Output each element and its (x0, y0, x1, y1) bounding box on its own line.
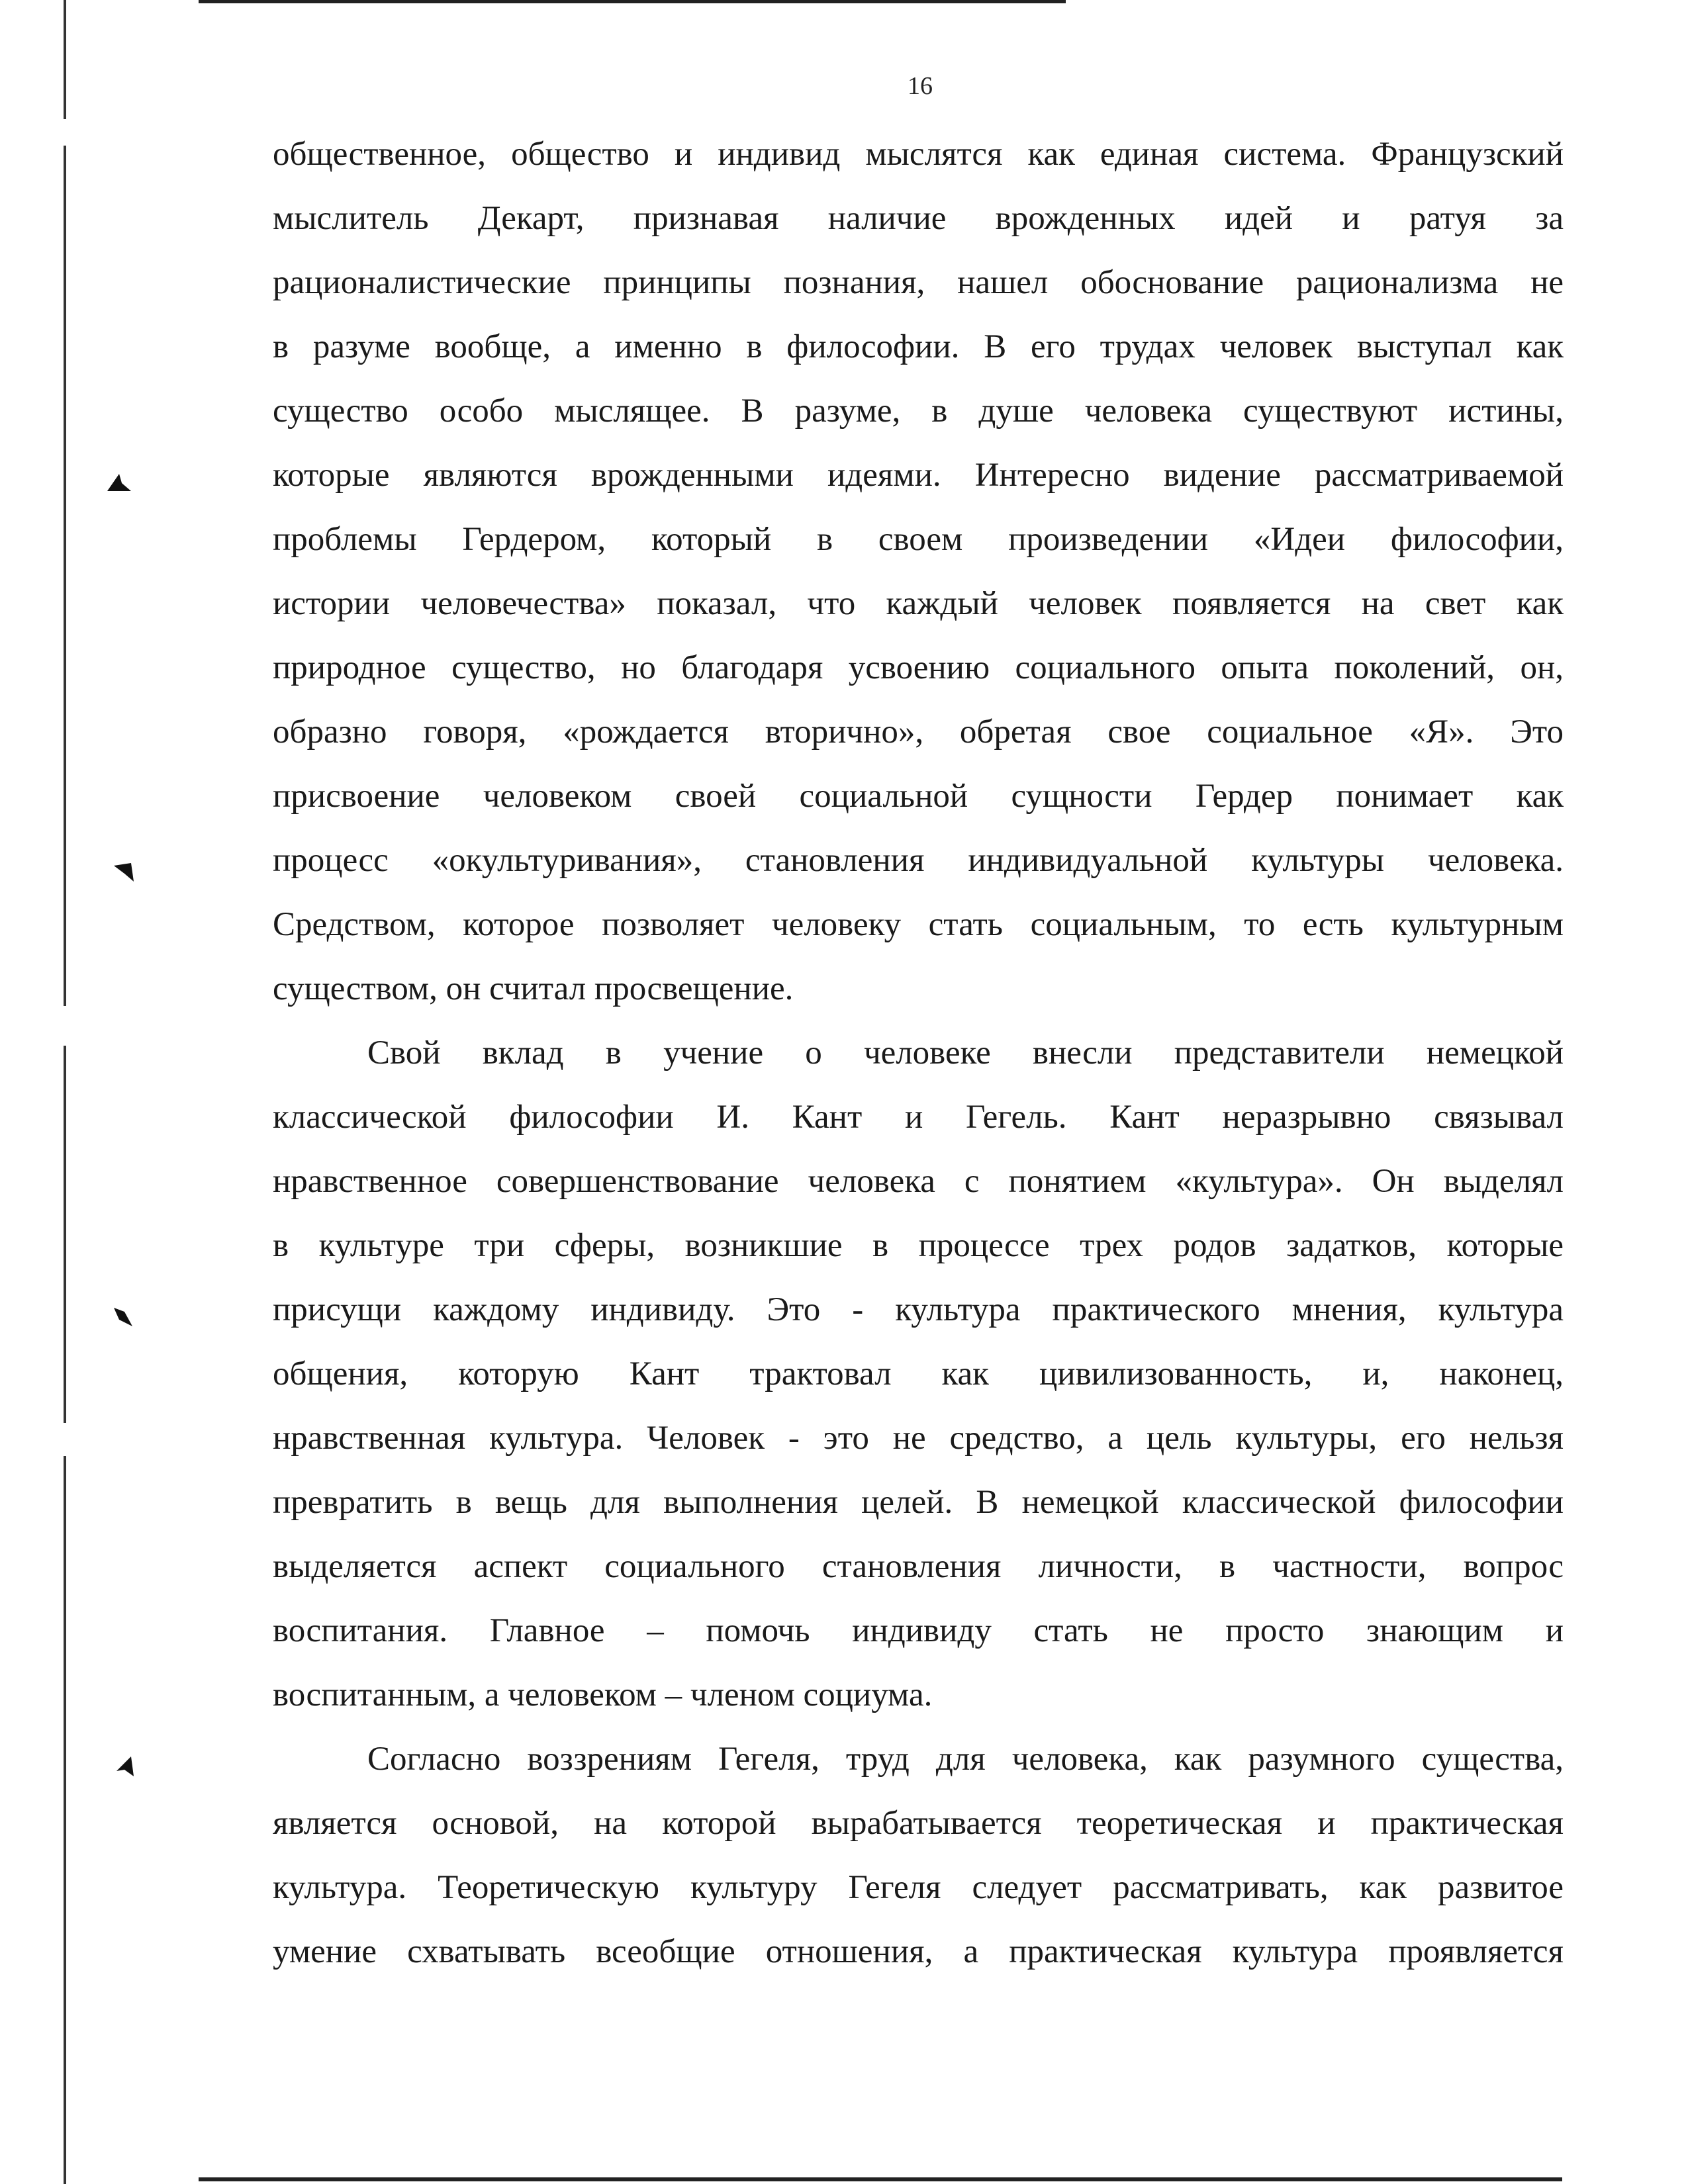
scan-edge-gap (64, 1423, 68, 1456)
text-line: воспитанным, а человеком – членом социума. (273, 1676, 933, 1713)
text-line: культура. Теоретическую культуру Гегеля следует рассматривать, как развитое (273, 1869, 1564, 1906)
text-line: проблемы Гердером, который в своем произведении «Идеи философии, (273, 521, 1564, 558)
body-text (273, 122, 1564, 1984)
paragraph-start-line: Согласно воззрениям Гегеля, труд для человека, как разумного существа, (367, 1741, 1564, 1778)
text-line: образно говоря, «рождается вторично», обретая свое социальное «Я». Это (273, 713, 1564, 751)
text-line: в культуре три сферы, возникшие в процессе трех родов задатков, которые (273, 1227, 1564, 1264)
text-line: нравственная культура. Человек - это не средство, а цель культуры, его нельзя (273, 1420, 1564, 1457)
binder-punch-mark-icon (114, 1755, 140, 1779)
text-line: общественное, общество и индивид мыслятся как единая система. Французский (273, 136, 1564, 173)
text-line: нравственное совершенствование человека с понятием «культура». Он выделял (273, 1163, 1564, 1200)
paragraph-start-line: Свой вклад в учение о человеке внесли представители немецкой (367, 1034, 1564, 1071)
text-line: превратить в вещь для выполнения целей. В немецкой классической философии (273, 1484, 1564, 1521)
text-line: присущи каждому индивиду. Это - культура практического мнения, культура (273, 1291, 1564, 1328)
text-line: Средством, которое позволяет человеку стать социальным, то есть культурным (273, 906, 1564, 943)
text-line: мыслитель Декарт, признавая наличие врожденных идей и ратуя за (273, 200, 1564, 237)
text-line: существо особо мыслящее. В разуме, в душе человека существуют истины, (273, 392, 1564, 430)
page-number: 16 (908, 72, 933, 100)
text-line: рационалистические принципы познания, нашел обоснование рационализма не (273, 264, 1564, 301)
text-line: общения, которую Кант трактовал как цивилизованность, и, наконец, (273, 1355, 1564, 1392)
text-line: является основой, на которой вырабатывается теоретическая и практическая (273, 1805, 1564, 1842)
scan-edge-gap (64, 119, 68, 146)
text-line: существом, он считал просвещение. (273, 970, 794, 1007)
text-line: присвоение человеком своей социальной сущности Гердер понимает как (273, 778, 1564, 815)
binder-punch-mark-icon (106, 471, 132, 495)
text-line: природное существо, но благодаря усвоению социального опыта поколений, он, (273, 649, 1564, 686)
text-line: выделяется аспект социального становления личности, в частности, вопрос (273, 1548, 1564, 1585)
scan-bottom-rule (199, 2177, 1562, 2181)
scan-left-edge (64, 0, 66, 2184)
scan-top-rule (199, 0, 1066, 3)
text-line: истории человечества» показал, что каждый человек появляется на свет как (273, 585, 1564, 622)
binder-punch-mark-icon (111, 860, 138, 884)
binder-punch-mark-icon (110, 1304, 136, 1328)
text-line: процесс «окультуривания», становления индивидуальной культуры человека. (273, 842, 1564, 879)
text-line: умение схватывать всеобщие отношения, а практическая культура проявляется (273, 1933, 1564, 1970)
scan-edge-gap (64, 1006, 68, 1046)
text-line: классической философии И. Кант и Гегель. Кант неразрывно связывал (273, 1099, 1564, 1136)
text-line: которые являются врожденными идеями. Интересно видение рассматриваемой (273, 457, 1564, 494)
text-line: в разуме вообще, а именно в философии. В его трудах человек выступал как (273, 328, 1564, 365)
text-line: воспитания. Главное – помочь индивиду стать не просто знающим и (273, 1612, 1564, 1649)
